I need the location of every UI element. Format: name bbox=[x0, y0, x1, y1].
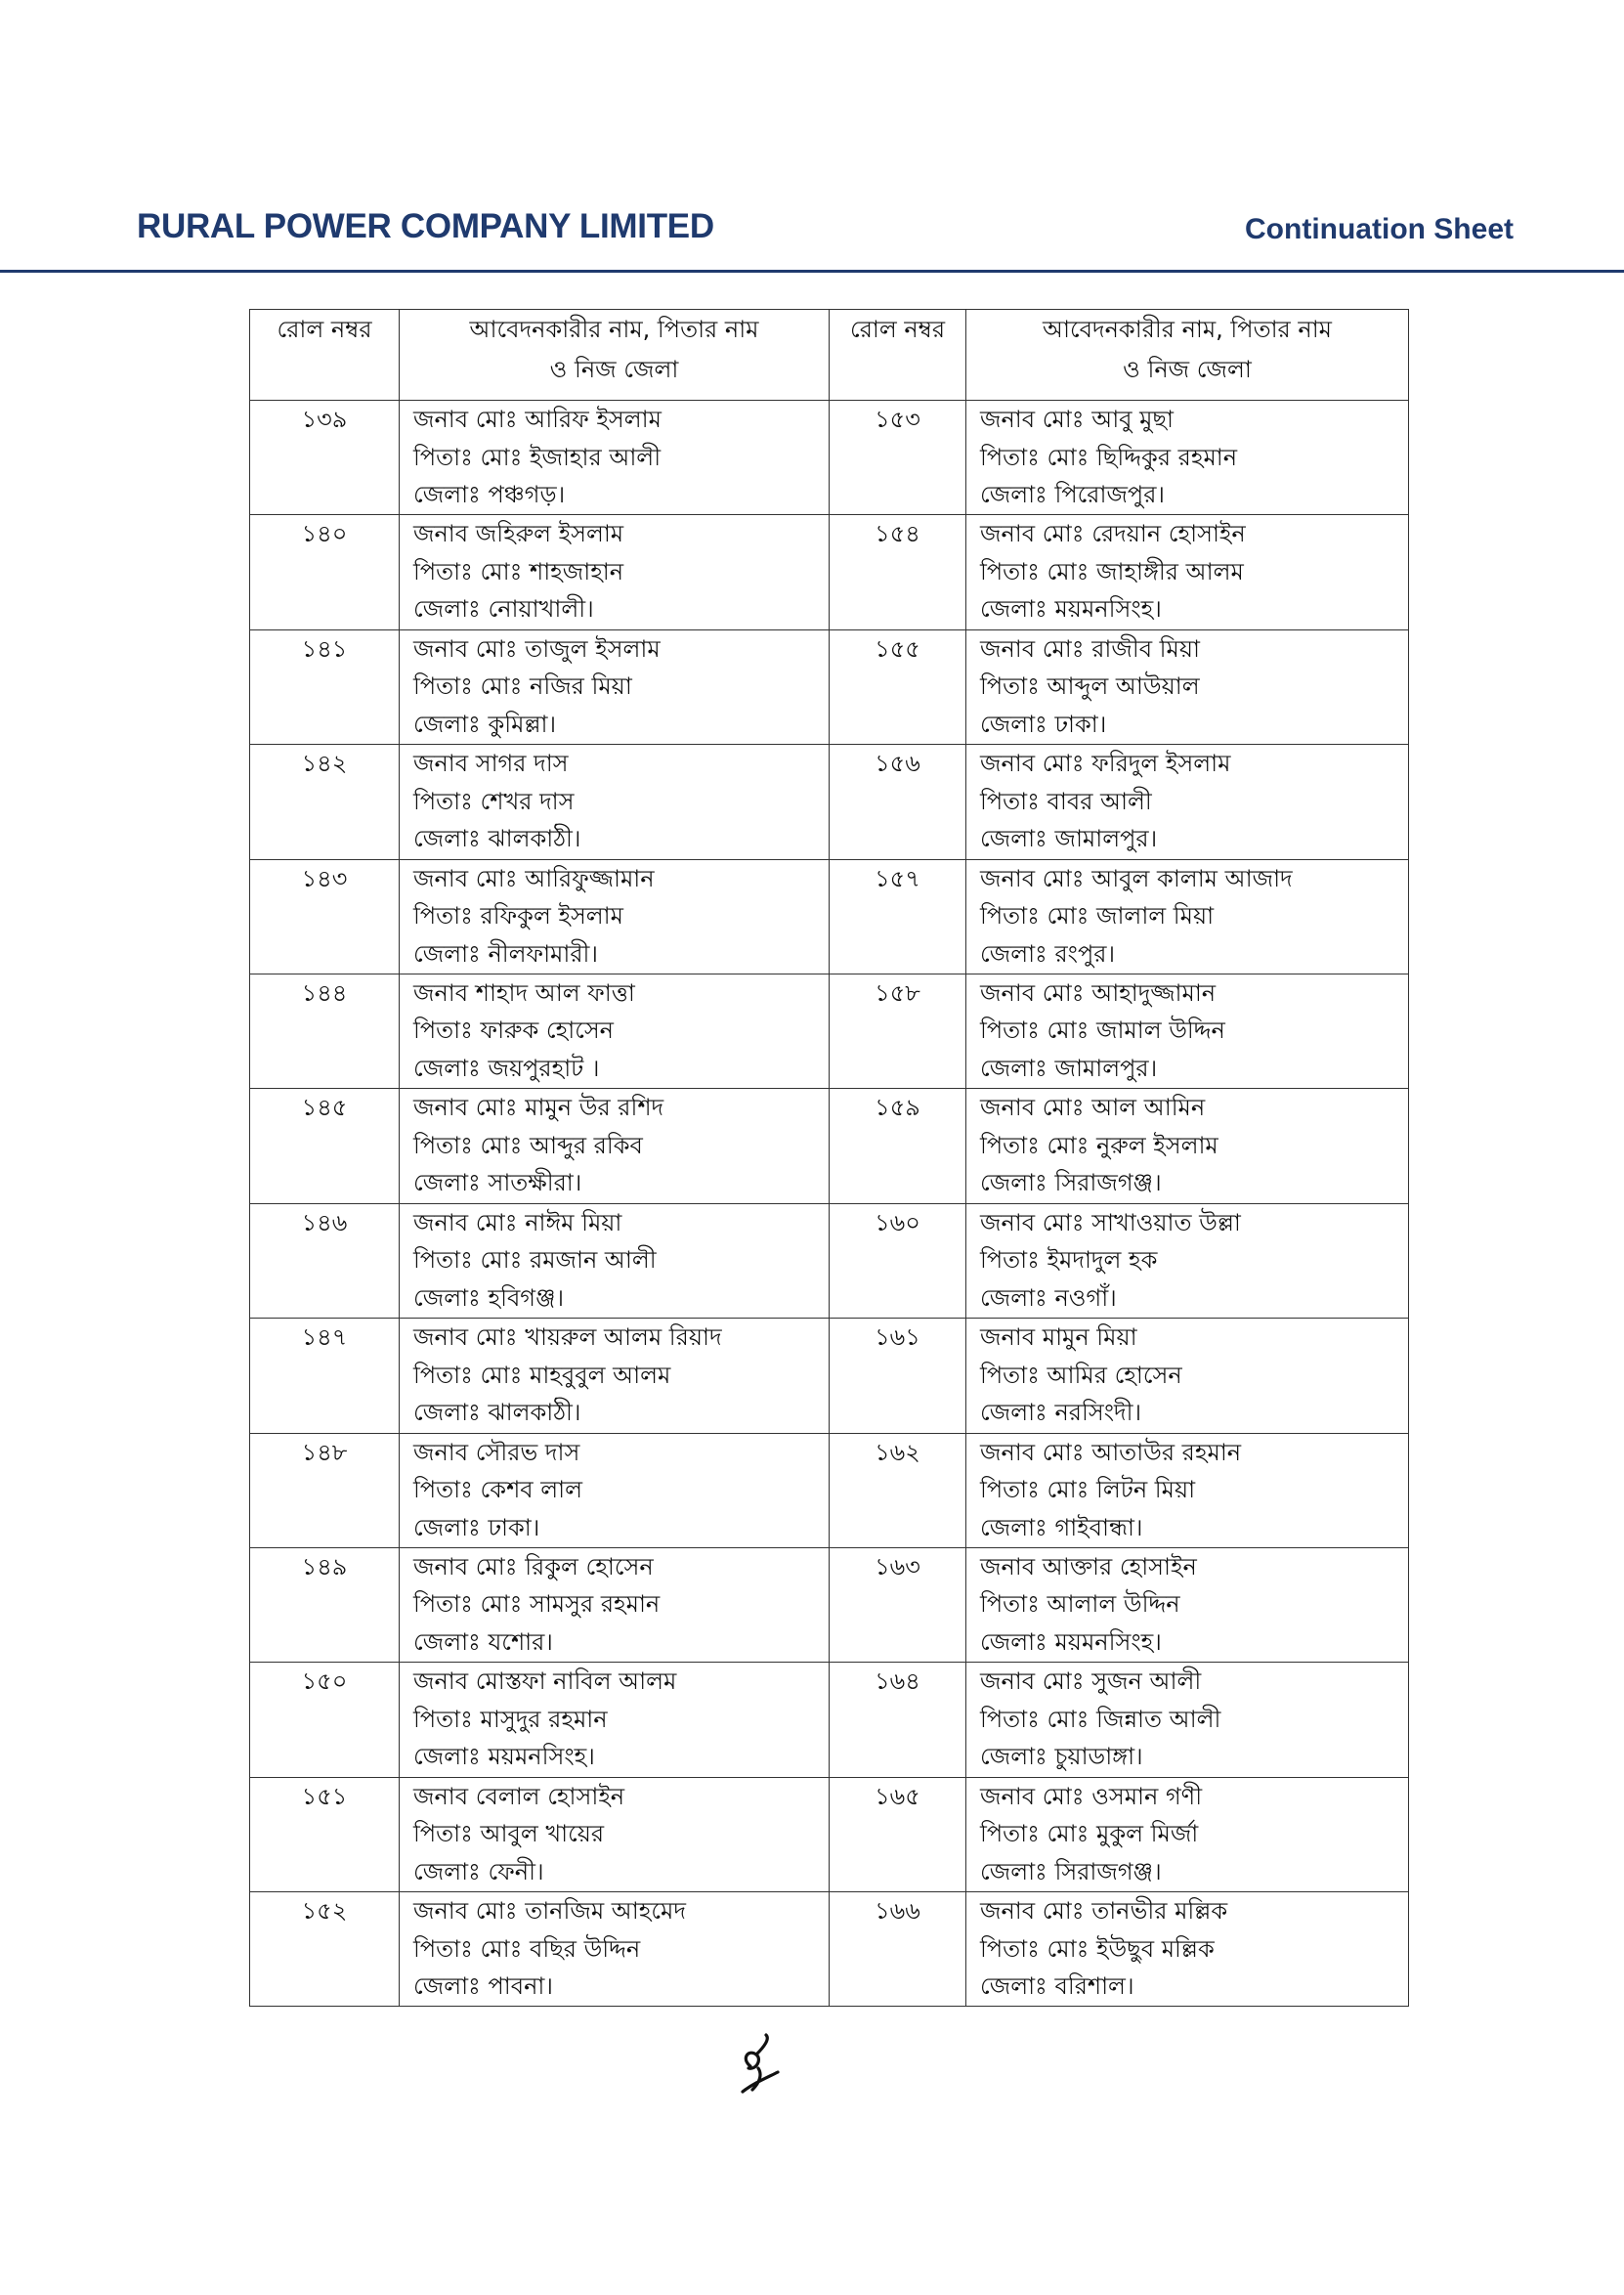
applicant-details bbox=[966, 515, 1409, 629]
home-district: জেলাঃ জামালপুর। bbox=[980, 825, 1158, 853]
applicant-name: জনাব বেলাল হোসাইন bbox=[413, 1782, 625, 1810]
applicant-name: জনাব মোঃ ওসমান গণী bbox=[980, 1782, 1203, 1810]
applicant-details bbox=[966, 629, 1409, 744]
father-name: পিতাঃ আলাল উদ্দিন bbox=[980, 1590, 1180, 1619]
roll-number: ১৪৩ bbox=[250, 859, 400, 974]
applicant-details bbox=[400, 1433, 830, 1547]
roll-number: ১৫৯ bbox=[830, 1089, 966, 1203]
home-district: জেলাঃ গাইবান্ধা। bbox=[980, 1513, 1143, 1541]
applicant-name: জনাব মোঃ আতাউর রহমান bbox=[980, 1438, 1242, 1466]
applicant-details bbox=[966, 1089, 1409, 1203]
roll-number: ১৪১ bbox=[250, 629, 400, 744]
home-district: জেলাঃ পাবনা। bbox=[413, 1972, 553, 2001]
home-district: জেলাঃ ময়মনসিংহ। bbox=[980, 595, 1162, 624]
table-row bbox=[250, 1089, 1409, 1203]
roll-number: ১৪০ bbox=[250, 515, 400, 629]
home-district: জেলাঃ জামালপুর। bbox=[980, 1054, 1158, 1082]
father-name: পিতাঃ ইমদাদুল হক bbox=[980, 1246, 1158, 1275]
home-district: জেলাঃ সিরাজগঞ্জ। bbox=[980, 1169, 1162, 1197]
applicant-details bbox=[400, 1547, 830, 1662]
home-district: জেলাঃ নোয়াখালী। bbox=[413, 595, 594, 624]
applicant-name: জনাব জহিরুল ইসলাম bbox=[413, 520, 624, 548]
applicant-details bbox=[400, 1777, 830, 1891]
father-name: পিতাঃ মোঃ বছির উদ্দিন bbox=[413, 1934, 641, 1963]
header-rule bbox=[0, 270, 1624, 273]
home-district: জেলাঃ নওগাঁ। bbox=[980, 1283, 1117, 1312]
applicant-details bbox=[966, 974, 1409, 1088]
roll-number: ১৬১ bbox=[830, 1319, 966, 1433]
applicant-details bbox=[966, 745, 1409, 859]
home-district: জেলাঃ ঝালকাঠী। bbox=[413, 825, 581, 853]
applicant-name: জনাব মোঃ সাখাওয়াত উল্লা bbox=[980, 1208, 1241, 1236]
father-name: পিতাঃ মোঃ শাহজাহান bbox=[413, 557, 624, 585]
father-name: পিতাঃ মোঃ নুরুল ইসলাম bbox=[980, 1131, 1218, 1159]
column-header-details-left: আবেদনকারীর নাম, পিতার নাম ও নিজ জেলা bbox=[400, 310, 830, 401]
applicant-name: জনাব মোঃ আরিফ ইসলাম bbox=[413, 406, 662, 433]
home-district: জেলাঃ নীলফামারী। bbox=[413, 939, 598, 968]
applicant-details bbox=[966, 1203, 1409, 1318]
roll-number: ১৬২ bbox=[830, 1433, 966, 1547]
table-row bbox=[250, 1663, 1409, 1777]
applicant-details bbox=[966, 1663, 1409, 1777]
father-name: পিতাঃ শেখর দাস bbox=[413, 787, 575, 815]
father-name: পিতাঃ মোঃ সামসুর রহমান bbox=[413, 1590, 661, 1619]
home-district: জেলাঃ ময়মনসিংহ। bbox=[980, 1627, 1162, 1656]
applicant-name: জনাব মোঃ আহাদুজ্জামান bbox=[980, 978, 1217, 1007]
applicant-details bbox=[966, 1892, 1409, 2007]
applicant-name: জনাব মোঃ মামুন উর রশিদ bbox=[413, 1094, 664, 1122]
applicant-details bbox=[400, 974, 830, 1088]
roll-number: ১৪৮ bbox=[250, 1433, 400, 1547]
applicant-name: জনাব মোঃ তানজিম আহমেদ bbox=[413, 1897, 686, 1926]
father-name: পিতাঃ মোঃ মুকুল মির্জা bbox=[980, 1820, 1199, 1848]
roll-number: ১৫৪ bbox=[830, 515, 966, 629]
table-row bbox=[250, 1433, 1409, 1547]
applicant-name: জনাব মোঃ খায়রুল আলম রিয়াদ bbox=[413, 1323, 722, 1352]
roll-number: ১৪৭ bbox=[250, 1319, 400, 1433]
father-name: পিতাঃ মোঃ ছিদ্দিকুর রহমান bbox=[980, 443, 1238, 471]
roll-number: ১৪৯ bbox=[250, 1547, 400, 1662]
applicant-name: জনাব মোঃ রাজীব মিয়া bbox=[980, 634, 1200, 663]
applicant-details bbox=[400, 1203, 830, 1318]
applicant-name: জনাব সাগর দাস bbox=[413, 750, 569, 778]
applicant-details bbox=[966, 401, 1409, 515]
roll-number: ১৪২ bbox=[250, 745, 400, 859]
roll-number: ১৫৩ bbox=[830, 401, 966, 515]
father-name: পিতাঃ মোঃ লিটন মিয়া bbox=[980, 1476, 1196, 1504]
roll-number: ১৬৫ bbox=[830, 1777, 966, 1891]
father-name: পিতাঃ মোঃ মাহবুবুল আলম bbox=[413, 1361, 671, 1389]
table-row bbox=[250, 401, 1409, 515]
applicant-details bbox=[966, 1319, 1409, 1433]
home-district: জেলাঃ রংপুর। bbox=[980, 939, 1116, 968]
father-name: পিতাঃ আবুল খায়ের bbox=[413, 1820, 605, 1848]
father-name: পিতাঃ বাবর আলী bbox=[980, 787, 1152, 815]
applicant-details bbox=[400, 1663, 830, 1777]
home-district: জেলাঃ সিরাজগঞ্জ। bbox=[980, 1857, 1162, 1885]
roll-number: ১৫৫ bbox=[830, 629, 966, 744]
home-district: জেলাঃ চুয়াডাঙ্গা। bbox=[980, 1743, 1143, 1771]
home-district: জেলাঃ যশোর। bbox=[413, 1627, 553, 1656]
home-district: জেলাঃ ময়মনসিংহ। bbox=[413, 1743, 595, 1771]
roll-number: ১৬০ bbox=[830, 1203, 966, 1318]
applicant-details bbox=[400, 859, 830, 974]
applicant-name: জনাব মোঃ রেদয়ান হোসাইন bbox=[980, 520, 1246, 548]
table-row bbox=[250, 1777, 1409, 1891]
father-name: পিতাঃ মাসুদুর রহমান bbox=[413, 1705, 608, 1733]
home-district: জেলাঃ কুমিল্লা। bbox=[413, 710, 557, 738]
roll-number: ১৬৪ bbox=[830, 1663, 966, 1777]
applicant-name: জনাব মোঃ নাঈম মিয়া bbox=[413, 1208, 622, 1236]
applicant-details bbox=[966, 1547, 1409, 1662]
applicant-details bbox=[400, 515, 830, 629]
applicant-name: জনাব মোঃ তানভীর মল্লিক bbox=[980, 1897, 1228, 1926]
father-name: পিতাঃ মোঃ রমজান আলী bbox=[413, 1246, 657, 1275]
roll-number: ১৩৯ bbox=[250, 401, 400, 515]
father-name: পিতাঃ মোঃ আব্দুর রকিব bbox=[413, 1131, 643, 1159]
table-row bbox=[250, 1547, 1409, 1662]
home-district: জেলাঃ ঢাকা। bbox=[413, 1513, 540, 1541]
applicant-name: জনাব মোঃ সুজন আলী bbox=[980, 1667, 1202, 1696]
company-name: RURAL POWER COMPANY LIMITED bbox=[137, 207, 714, 245]
applicant-details bbox=[966, 1433, 1409, 1547]
table-row bbox=[250, 1319, 1409, 1433]
column-header-roll-right: রোল নম্বর bbox=[830, 310, 966, 401]
column-header-details-right: আবেদনকারীর নাম, পিতার নাম ও নিজ জেলা bbox=[966, 310, 1409, 401]
table-row bbox=[250, 974, 1409, 1088]
father-name: পিতাঃ মোঃ জিন্নাত আলী bbox=[980, 1705, 1221, 1733]
father-name: পিতাঃ মোঃ ইউছুব মল্লিক bbox=[980, 1934, 1215, 1963]
column-header-roll-left: রোল নম্বর bbox=[250, 310, 400, 401]
home-district: জেলাঃ বরিশাল। bbox=[980, 1972, 1134, 2001]
applicant-name: জনাব মোঃ আবু মুছা bbox=[980, 406, 1175, 433]
home-district: জেলাঃ ঝালকাঠী। bbox=[413, 1399, 581, 1427]
home-district: জেলাঃ ফেনী। bbox=[413, 1857, 544, 1885]
applicant-details bbox=[400, 745, 830, 859]
roll-number: ১৪৫ bbox=[250, 1089, 400, 1203]
applicant-name: জনাব মামুন মিয়া bbox=[980, 1323, 1137, 1352]
roll-number: ১৫০ bbox=[250, 1663, 400, 1777]
applicant-name: জনাব মোঃ রিকুল হোসেন bbox=[413, 1552, 654, 1581]
roll-number: ১৫১ bbox=[250, 1777, 400, 1891]
applicant-name: জনাব মোঃ আরিফুজ্জামান bbox=[413, 864, 655, 892]
applicant-name: জনাব মোস্তফা নাবিল আলম bbox=[413, 1667, 677, 1696]
sheet-label: Continuation Sheet bbox=[1245, 213, 1514, 245]
roll-number: ১৬৩ bbox=[830, 1547, 966, 1662]
father-name: পিতাঃ রফিকুল ইসলাম bbox=[413, 902, 623, 931]
applicant-details bbox=[400, 1319, 830, 1433]
home-district: জেলাঃ সাতক্ষীরা। bbox=[413, 1169, 582, 1197]
applicant-table bbox=[249, 309, 1409, 2007]
roll-number: ১৪৬ bbox=[250, 1203, 400, 1318]
applicant-details bbox=[966, 1777, 1409, 1891]
home-district: জেলাঃ নরসিংদী। bbox=[980, 1399, 1142, 1427]
applicant-name: জনাব মোঃ আল আমিন bbox=[980, 1094, 1206, 1122]
applicant-name: জনাব শাহাদ আল ফাত্তা bbox=[413, 978, 635, 1007]
applicant-name: জনাব মোঃ ফরিদুল ইসলাম bbox=[980, 750, 1231, 778]
father-name: পিতাঃ ফারুক হোসেন bbox=[413, 1017, 615, 1045]
table-body bbox=[250, 401, 1409, 2007]
roll-number: ১৫৭ bbox=[830, 859, 966, 974]
applicant-details bbox=[400, 629, 830, 744]
home-district: জেলাঃ পঞ্চগড়। bbox=[413, 481, 566, 508]
home-district: জেলাঃ পিরোজপুর। bbox=[980, 481, 1165, 508]
father-name: পিতাঃ মোঃ নজির মিয়া bbox=[413, 672, 632, 701]
father-name: পিতাঃ আমির হোসেন bbox=[980, 1361, 1182, 1389]
roll-number: ১৫২ bbox=[250, 1892, 400, 2007]
table-row bbox=[250, 745, 1409, 859]
father-name: পিতাঃ মোঃ জাহাঙ্গীর আলম bbox=[980, 557, 1244, 585]
home-district: জেলাঃ জয়পুরহাট । bbox=[413, 1054, 600, 1082]
applicant-details bbox=[400, 401, 830, 515]
applicant-details bbox=[400, 1892, 830, 2007]
roll-number: ১৫৮ bbox=[830, 974, 966, 1088]
home-district: জেলাঃ ঢাকা। bbox=[980, 710, 1107, 738]
table-row bbox=[250, 1892, 1409, 2007]
applicant-name: জনাব সৌরভ দাস bbox=[413, 1438, 580, 1466]
roll-number: ১৫৬ bbox=[830, 745, 966, 859]
applicant-name: জনাব মোঃ আবুল কালাম আজাদ bbox=[980, 864, 1293, 892]
table-row bbox=[250, 629, 1409, 744]
applicant-name: জনাব মোঃ তাজুল ইসলাম bbox=[413, 634, 661, 663]
table-row bbox=[250, 859, 1409, 974]
roll-number: ১৪৪ bbox=[250, 974, 400, 1088]
father-name: পিতাঃ মোঃ ইজাহার আলী bbox=[413, 443, 662, 471]
father-name: পিতাঃ কেশব লাল bbox=[413, 1476, 582, 1504]
father-name: পিতাঃ আব্দুল আউয়াল bbox=[980, 672, 1200, 701]
table-row bbox=[250, 1203, 1409, 1318]
home-district: জেলাঃ হবিগঞ্জ। bbox=[413, 1283, 565, 1312]
applicant-name: জনাব আক্তার হোসাইন bbox=[980, 1552, 1197, 1581]
father-name: পিতাঃ মোঃ জালাল মিয়া bbox=[980, 902, 1215, 931]
signature-mark bbox=[731, 2029, 790, 2107]
applicant-details bbox=[400, 1089, 830, 1203]
page-header bbox=[0, 207, 1624, 274]
father-name: পিতাঃ মোঃ জামাল উদ্দিন bbox=[980, 1017, 1225, 1045]
applicant-details bbox=[966, 859, 1409, 974]
table-header-row bbox=[250, 310, 1409, 401]
roll-number: ১৬৬ bbox=[830, 1892, 966, 2007]
table-row bbox=[250, 515, 1409, 629]
